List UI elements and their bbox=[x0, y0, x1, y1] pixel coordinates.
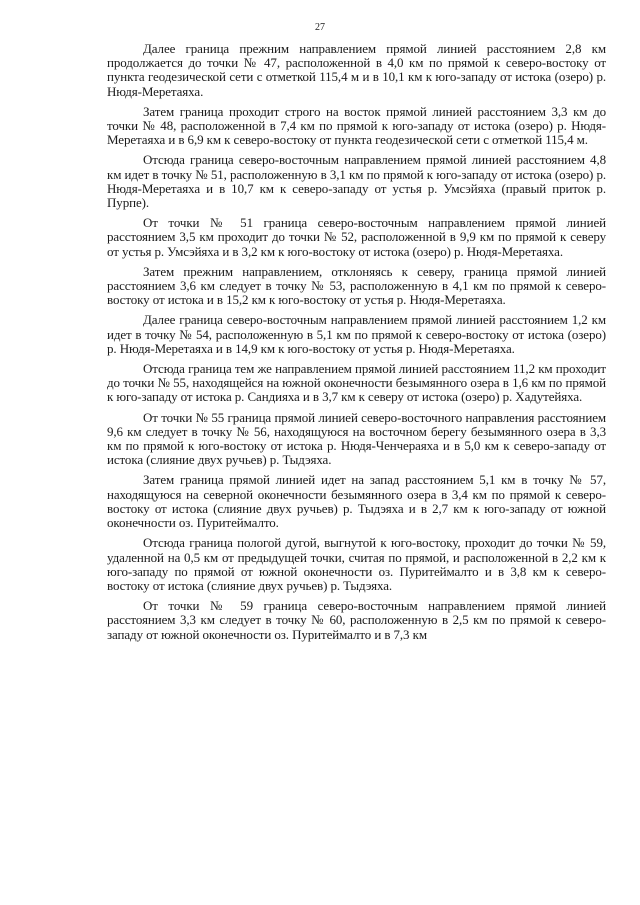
paragraph: Далее граница северо-восточным направлением прямой линией расстоянием 1,2 км идет в точку № 54, расположенную в 5,1 км по прямой к северо-востоку от истока (озеро) р. Нюдя-Меретаяха и в 14,9 км к юго-востоку от устья р. Нюдя-Меретаяха. bbox=[107, 312, 606, 356]
paragraph: Затем граница прямой линией идет на запад расстоянием 5,1 км в точку № 57, находящуюся на северной оконечности безымянного озера в 3,4 км по прямой к северо-востоку от истока (слияние двух ручьев) р. Тыдэяха и в 2,7 км к юго-западу от южной оконечности оз. Пуритеймалто. bbox=[107, 472, 606, 531]
document-body bbox=[107, 42, 606, 648]
paragraph: Отсюда граница тем же направлением прямой линией расстоянием 11,2 км проходит до точки № 55, находящейся на южной оконечности безымянного озера в 1,6 км по прямой к юго-западу от истока р. Сандияха и в 3,7 км к северу от истока (озеро) р. Хадутейяха. bbox=[107, 361, 606, 405]
paragraph: От точки № 55 граница прямой линией северо-восточного направления расстоянием 9,6 км следует в точку № 56, находящуюся на восточном берегу безымянного озера в 3,3 км по прямой к юго-востоку от истока р. Нюдя-Ченчераяха и в 5,0 км к северо-западу от истока (слияние двух ручьев) р. Тыдэяха. bbox=[107, 409, 606, 468]
paragraph: Затем прежним направлением, отклоняясь к северу, граница прямой линией расстоянием 3,6 км следует в точку № 53, расположенную в 4,1 км по прямой к северо-востоку от истока и в 15,2 км к юго-востоку от устья р. Нюдя-Меретаяха. bbox=[107, 263, 606, 308]
paragraph: От точки № 59 граница северо-восточным направлением прямой линией расстоянием 3,3 км следует в точку № 60, расположенную в 2,5 км по прямой к северо-западу от южной оконечности оз. Пуритеймалто и в 7,3 км bbox=[107, 598, 606, 642]
paragraph: Затем граница проходит строго на восток прямой линией расстоянием 3,3 км до точки № 48, расположенной в 7,4 км по прямой к юго-западу от истока (озеро) р. Нюдя-Меретаяха и в 6,9 км к северо-востоку от пункта геодезической сети с отметкой 115,4 м. bbox=[107, 103, 606, 148]
paragraph: Отсюда граница северо-восточным направлением прямой линией расстоянием 4,8 км идет в точку № 51, расположенную в 3,1 км по прямой к юго-западу от истока (озеро) р. Нюдя-Меретаяха и в 10,7 км к северо-западу от устья р. Умсэйяха (правый приток р. Пурпе). bbox=[107, 152, 606, 211]
paragraph: Далее граница прежним направлением прямой линией расстоянием 2,8 км продолжается до точки № 47, расположенной в 4,0 км по прямой к северо-востоку от пункта геодезической сети с отметкой 115,4 м и в 10,1 км к юго-западу от истока (озеро) р. Нюдя-Меретаяха. bbox=[107, 41, 606, 99]
paragraph: Отсюда граница пологой дугой, выгнутой к юго-востоку, проходит до точки № 59, удаленной на 0,5 км от предыдущей точки, считая по прямой, и расположенной в 2,2 км к юго-западу по прямой от южной оконечности оз. Пуритеймалто и в 3,8 км к северо-востоку от истока (слияние двух ручьев) р. Тыдэяха. bbox=[107, 535, 606, 593]
page-number: 27 bbox=[315, 22, 325, 33]
paragraph: От точки № 51 граница северо-восточным направлением прямой линией расстоянием 3,5 км проходит до точки № 52, расположенной в 9,9 км по прямой к северу от устья р. Умсэйяха и в 3,2 км к юго-востоку от истока (озеро) р. Нюдя-Меретаяха. bbox=[107, 215, 606, 259]
